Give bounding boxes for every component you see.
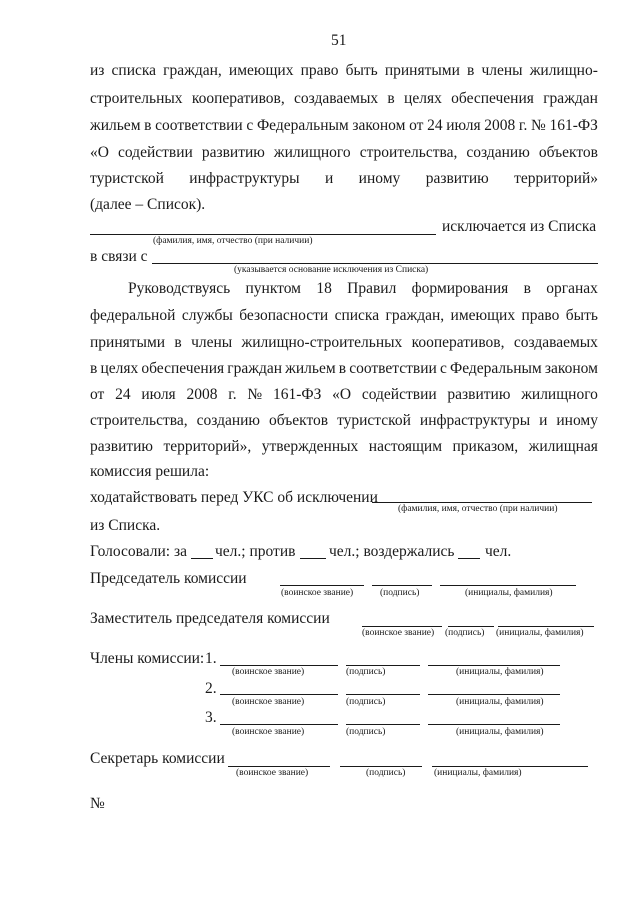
petition-text: ходатайствовать перед УКС об исключении (90, 489, 378, 506)
member-2-name-field[interactable] (428, 694, 560, 695)
decision-line-5 (90, 386, 598, 404)
word: обеспечения (141, 360, 225, 377)
word: службы (181, 307, 233, 324)
decision-line-6 (90, 412, 598, 430)
member-2-number: 2. (205, 680, 217, 697)
word: «О (332, 386, 352, 403)
petition-from-list: из Списка. (90, 517, 161, 534)
word: июля (141, 386, 176, 403)
word: право (300, 62, 339, 79)
member-3-number: 3. (205, 709, 217, 726)
member-3-rank-hint: (воинское звание) (232, 727, 305, 737)
word: объектов (268, 412, 329, 429)
word: из (90, 62, 105, 79)
word: июля (446, 117, 481, 134)
secretary-name-hint: (инициалы, фамилия) (434, 768, 522, 778)
word: в (467, 62, 475, 79)
word: граждан, (163, 62, 222, 79)
word: соответствии (349, 360, 437, 377)
vote-abstain-field[interactable] (458, 558, 480, 559)
decision-line-2 (90, 307, 598, 325)
word: «О (90, 144, 109, 161)
deputy-label: Заместитель председателя комиссии (90, 610, 330, 627)
word: туристской (337, 412, 411, 429)
member-3-signature-field[interactable] (346, 724, 420, 725)
word: Федеральным (256, 117, 349, 134)
word: члены (191, 334, 233, 351)
member-1-signature-hint: (подпись) (346, 667, 386, 677)
intro-line-2 (90, 90, 598, 108)
word: строительства, (359, 144, 458, 161)
word: г. (228, 386, 237, 403)
word: граждан (227, 360, 283, 377)
member-1-name-field[interactable] (428, 665, 560, 666)
secretary-name-field[interactable] (432, 766, 588, 767)
word: 18 (316, 280, 332, 297)
member-2-rank-field[interactable] (220, 694, 338, 695)
word: быть (565, 307, 598, 324)
word: № (247, 386, 263, 403)
word: в (338, 360, 347, 377)
excluded-text: исключается из Списка (442, 218, 597, 235)
member-2-rank-hint: (воинское звание) (232, 697, 305, 707)
word: приказом, (452, 438, 519, 455)
member-2-signature-hint: (подпись) (346, 697, 386, 707)
member-1-rank-hint: (воинское звание) (232, 667, 305, 677)
word: объектов (538, 144, 598, 161)
member-2-name-hint: (инициалы, фамилия) (456, 697, 544, 707)
chairman-label: Председатель комиссии (90, 570, 247, 587)
word: имеющих (450, 307, 516, 324)
reason-field[interactable] (152, 263, 598, 264)
deputy-signature-hint: (подпись) (445, 628, 485, 638)
chairman-rank-field[interactable] (280, 585, 364, 586)
word: члены (481, 62, 523, 79)
secretary-signature-hint: (подпись) (366, 768, 406, 778)
deputy-signature-field[interactable] (448, 626, 494, 627)
word: от (90, 386, 105, 403)
excluded-name-field[interactable] (90, 234, 436, 235)
member-1-rank-field[interactable] (220, 665, 338, 666)
secretary-rank-hint: (воинское звание) (236, 768, 309, 778)
decision-last-line: комиссия решила: (90, 463, 210, 480)
vote-for-field[interactable] (191, 558, 213, 559)
word: граждан (543, 90, 598, 107)
deputy-rank-field[interactable] (362, 626, 442, 627)
decision-line-3 (90, 334, 598, 352)
secretary-rank-field[interactable] (228, 766, 330, 767)
word: жилищно- (529, 62, 598, 79)
word: и (324, 170, 334, 187)
word: жильем (90, 117, 141, 134)
member-1-signature-field[interactable] (346, 665, 420, 666)
word: создаваемых (513, 334, 598, 351)
word: в (523, 280, 531, 297)
word: жилищная (528, 438, 598, 455)
word: с (439, 360, 447, 377)
word: 161-ФЗ (272, 386, 322, 403)
word: строительных (90, 90, 183, 107)
petition-name-field[interactable] (372, 502, 592, 503)
intro-line-5 (90, 170, 598, 188)
vote-against-field[interactable] (300, 558, 326, 559)
word: развитию (425, 170, 489, 187)
word: целях (404, 90, 442, 107)
word: иному (358, 170, 401, 187)
word: созданию (466, 144, 530, 161)
word: содействии (118, 144, 193, 161)
chairman-name-hint: (инициалы, фамилия) (465, 588, 553, 598)
word: формирования (411, 280, 509, 297)
word: Федеральным (449, 360, 542, 377)
word: 2008 (186, 386, 218, 403)
member-1-number: 1. (205, 650, 217, 667)
deputy-name-hint: (инициалы, фамилия) (496, 628, 584, 638)
word: безопасности (239, 307, 329, 324)
secretary-signature-field[interactable] (340, 766, 422, 767)
vote-against-suffix: чел.; воздержались (329, 543, 455, 560)
word: 161-ФЗ (549, 117, 598, 134)
reason-prefix: в связи с (90, 248, 148, 265)
word: обеспечения (451, 90, 534, 107)
member-3-name-field[interactable] (428, 724, 560, 725)
word: списка (334, 307, 380, 324)
number-sign: № (90, 795, 105, 812)
word: Руководствуясь (128, 280, 231, 297)
word: федеральной (90, 307, 176, 324)
word: в (174, 334, 182, 351)
word: жильем (285, 360, 336, 377)
word: 24 (427, 117, 443, 134)
word: развитию (90, 438, 154, 455)
word: настоящим (368, 438, 443, 455)
intro-line-4 (90, 144, 598, 162)
word: принятыми (90, 334, 166, 351)
word: в (387, 90, 395, 107)
word: пунктом (245, 280, 301, 297)
word: с (246, 117, 254, 134)
word: списка (111, 62, 157, 79)
word: жилищно-строительных (241, 334, 403, 351)
word: жилищного (521, 386, 598, 403)
vote-for-suffix: чел.; против (215, 543, 296, 560)
intro-last-line: (далее – Список). (90, 196, 206, 213)
word: 24 (115, 386, 131, 403)
word: содействии (361, 386, 437, 403)
member-2-signature-field[interactable] (346, 694, 420, 695)
deputy-rank-hint: (воинское звание) (362, 628, 435, 638)
page-number: 51 (331, 32, 347, 49)
excluded-name-hint: (фамилия, имя, отчество (при наличии) (153, 236, 313, 246)
vote-label: Голосовали: за (90, 543, 187, 560)
word: и (539, 412, 548, 429)
reason-hint: (указывается основание исключения из Списка) (234, 265, 429, 275)
decision-line-1 (128, 280, 598, 298)
word: быть (345, 62, 378, 79)
word: от (409, 117, 424, 134)
word: имеющих (228, 62, 294, 79)
word: развитию (201, 144, 265, 161)
word: г. (518, 117, 528, 134)
word: иному (556, 412, 598, 429)
word: законом (544, 360, 598, 377)
word: граждан, (385, 307, 445, 324)
word: 2008 (484, 117, 516, 134)
petition-name-hint: (фамилия, имя, отчество (при наличии) (398, 504, 558, 514)
word: законом (352, 117, 406, 134)
word: создаваемых (294, 90, 379, 107)
chairman-name-field[interactable] (440, 585, 576, 586)
word: инфраструктуры (189, 170, 300, 187)
word: созданию (196, 412, 261, 429)
word: утвержденных (261, 438, 359, 455)
word: Правил (347, 280, 397, 297)
word: строительства, (90, 412, 188, 429)
member-3-rank-field[interactable] (220, 724, 338, 725)
decision-line-4 (90, 360, 598, 378)
member-1-name-hint: (инициалы, фамилия) (456, 667, 544, 677)
word: инфраструктуры (419, 412, 531, 429)
word: № (531, 117, 546, 134)
word: право (521, 307, 560, 324)
word: соответствии (155, 117, 243, 134)
member-3-name-hint: (инициалы, фамилия) (456, 727, 544, 737)
word: кооперативов, (191, 90, 285, 107)
decision-line-7 (90, 438, 598, 456)
word: в (144, 117, 152, 134)
vote-abstain-suffix: чел. (485, 543, 512, 560)
word: жилищного (273, 144, 351, 161)
word: в (90, 360, 98, 377)
chairman-rank-hint: (воинское звание) (281, 588, 354, 598)
word: кооперативов, (411, 334, 505, 351)
word: развитию (447, 386, 511, 403)
word: территорий» (514, 170, 598, 187)
member-3-signature-hint: (подпись) (346, 727, 386, 737)
intro-line-3 (90, 117, 598, 135)
secretary-label: Секретарь комиссии (90, 750, 225, 767)
members-label: Члены комиссии: (90, 650, 205, 667)
chairman-signature-field[interactable] (372, 585, 432, 586)
word: целях (100, 360, 139, 377)
word: территорий», (163, 438, 252, 455)
intro-line-1 (90, 62, 598, 80)
deputy-name-field[interactable] (498, 626, 594, 627)
word: органах (546, 280, 598, 297)
word: туристской (90, 170, 164, 187)
chairman-signature-hint: (подпись) (380, 588, 420, 598)
word: принятыми (384, 62, 460, 79)
